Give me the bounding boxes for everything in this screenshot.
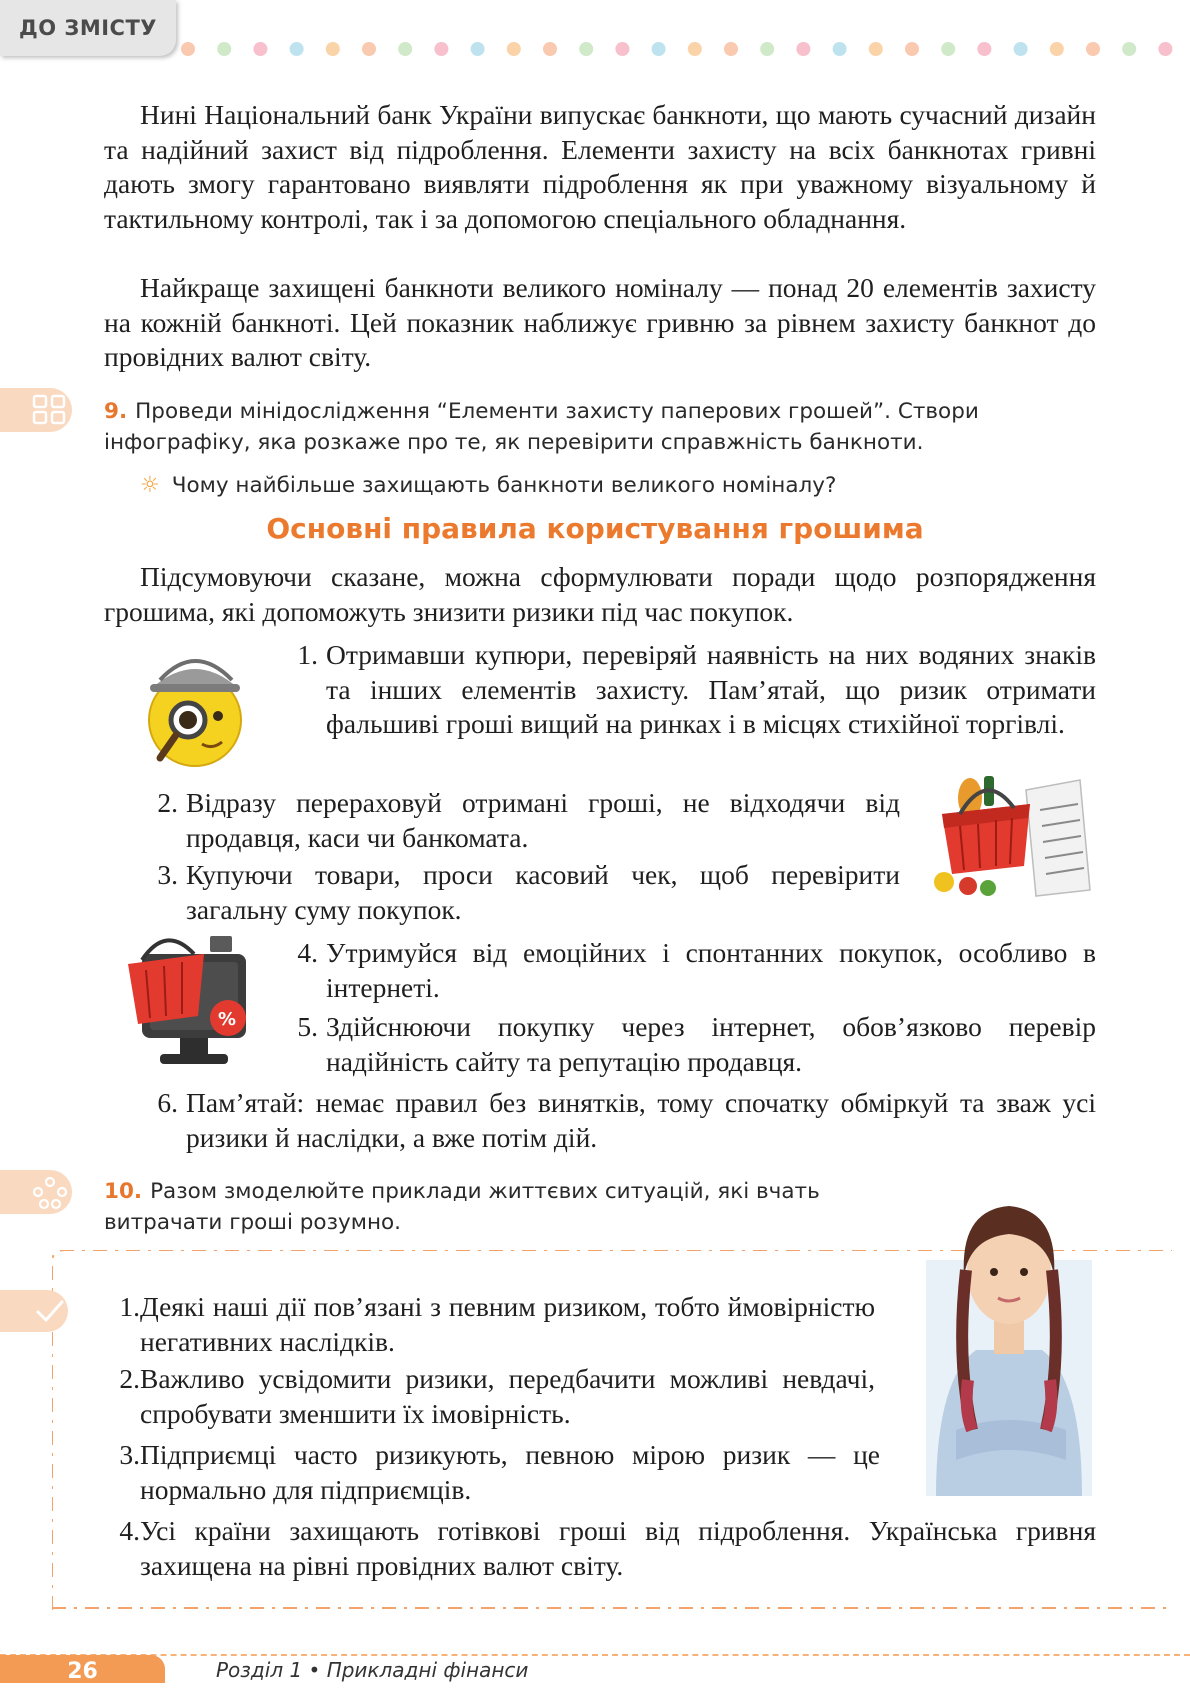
decorative-dot	[398, 42, 412, 56]
contents-link[interactable]: ДО ЗМІСТУ	[0, 0, 176, 56]
decorative-dot	[724, 42, 738, 56]
decorative-dot	[217, 42, 231, 56]
decorative-dot	[1122, 42, 1136, 56]
decorative-dot	[1086, 42, 1100, 56]
decorative-dot	[326, 42, 340, 56]
summary-item-3: 3. Підприємці часто ризикують, певною мірою ризик — це нормально для підприємців.	[119, 1439, 880, 1505]
decorative-dot	[833, 42, 847, 56]
section-title: Основні правила користування грошима	[266, 512, 924, 545]
footer-divider	[0, 1654, 1190, 1656]
task-9: 9. Проведи мінідослідження “Елементи захисту паперових грошей”. Створи інфографіку, яка розкаже про те, як перевірити справжність банкноти.	[104, 399, 979, 455]
basket-receipt-illustration	[930, 770, 1100, 900]
decorative-dot	[652, 42, 666, 56]
research-task-tag	[0, 388, 72, 432]
decorative-dot	[905, 42, 919, 56]
group-work-icon	[32, 1176, 68, 1210]
decorative-dot	[507, 42, 521, 56]
decorative-dot	[796, 42, 810, 56]
chapter-title: Розділ 1 • Прикладні фінанси	[216, 1658, 529, 1682]
decorative-dot-row	[180, 42, 1185, 56]
detective-emoji-illustration	[140, 640, 250, 770]
summary-item-1: 1. Деякі наші дії пов’язані з певним ризиком, тобто ймовірністю негативних наслідків.	[119, 1291, 875, 1357]
summary-item-2: 2. Важливо усвідомити ризики, передбачити можливі невдачі, спробувати зменшити їх імовірність.	[119, 1363, 875, 1429]
decorative-dot	[181, 42, 195, 56]
rule-item-6: 6. Пам’ятай: немає правил без винятків, тому спочатку обміркуй та зваж усі ризики й наслідки, а вже потім дій.	[157, 1087, 1096, 1153]
decorative-dot	[579, 42, 593, 56]
rule-item-1: 1. Отримавши купюри, перевіряй наявність на них водяних знаків та інших елементів захисту. Пам’ятай, що ризик отримати фальшиві гроші вищий на ринках і в місцях стихійної торгівлі.	[297, 639, 1096, 739]
page-number: 26	[0, 1655, 165, 1683]
task-10: 10. Разом змоделюйте приклади життєвих ситуацій, які вчать витрачати гроші розумно.	[104, 1179, 820, 1235]
decorative-dot	[1050, 42, 1064, 56]
rule-item-4: 4. Утримуйся від емоційних і спонтанних покупок, особливо в інтернеті.	[297, 937, 1096, 1003]
checkmark-icon	[32, 1296, 66, 1326]
sun-icon: ☼	[140, 473, 160, 498]
grid-research-icon	[32, 394, 68, 426]
decorative-dot	[471, 42, 485, 56]
decorative-dot	[1014, 42, 1028, 56]
decorative-dot	[434, 42, 448, 56]
decorative-dot	[869, 42, 883, 56]
decorative-dot	[362, 42, 376, 56]
decorative-dot	[615, 42, 629, 56]
decorative-dot	[941, 42, 955, 56]
rule-item-3: 3. Купуючи товари, проси касовий чек, щоб перевірити загальну суму покупок.	[157, 859, 900, 925]
section-intro: Підсумовуючи сказане, можна сформулювати поради щодо розпорядження грошима, які допоможуть знизити ризики під час покупок.	[104, 561, 1096, 627]
decorative-dot	[543, 42, 557, 56]
rule-item-2: 2. Відразу перераховуй отримані гроші, не відходячи від продавця, каси чи банкомата.	[157, 787, 900, 853]
svg-text:%: %	[218, 1009, 237, 1030]
decorative-dot	[290, 42, 304, 56]
intro-paragraph-1: Нині Національний банк України випускає банкноти, що мають сучасний дизайн та надійний захист від підроблення. Елементи захисту на всіх банкнотах гривні дають змогу гарантовано виявляти підроблення як при уважному візуальному й тактильному контролі, так і за допомогою спеціального обладнання.	[104, 99, 1096, 234]
decorative-dot	[1158, 42, 1172, 56]
intro-paragraph-2: Найкраще захищені банкноти великого номіналу — понад 20 елементів захисту на кожній банкноті. Цей показник наближує гривню за рівнем захисту банкнот до провідних валют світу.	[104, 272, 1096, 372]
thinking-girl-illustration	[916, 1180, 1102, 1496]
online-shopping-illustration	[124, 924, 264, 1074]
decorative-dot	[977, 42, 991, 56]
summary-item-4: 4. Усі країни захищають готівкові гроші від підроблення. Українська гривня захищена на рівні провідних валют світу.	[119, 1515, 1096, 1581]
task-9-question: ☼ Чому найбільше захищають банкноти великого номіналу?	[140, 473, 837, 498]
summary-tag	[0, 1290, 68, 1332]
group-task-tag	[0, 1170, 72, 1214]
rule-item-5: 5. Здійснюючи покупку через інтернет, обов’язково перевір надійність сайту та репутацію продавця.	[297, 1011, 1096, 1077]
decorative-dot	[688, 42, 702, 56]
decorative-dot	[760, 42, 774, 56]
decorative-dot	[253, 42, 267, 56]
